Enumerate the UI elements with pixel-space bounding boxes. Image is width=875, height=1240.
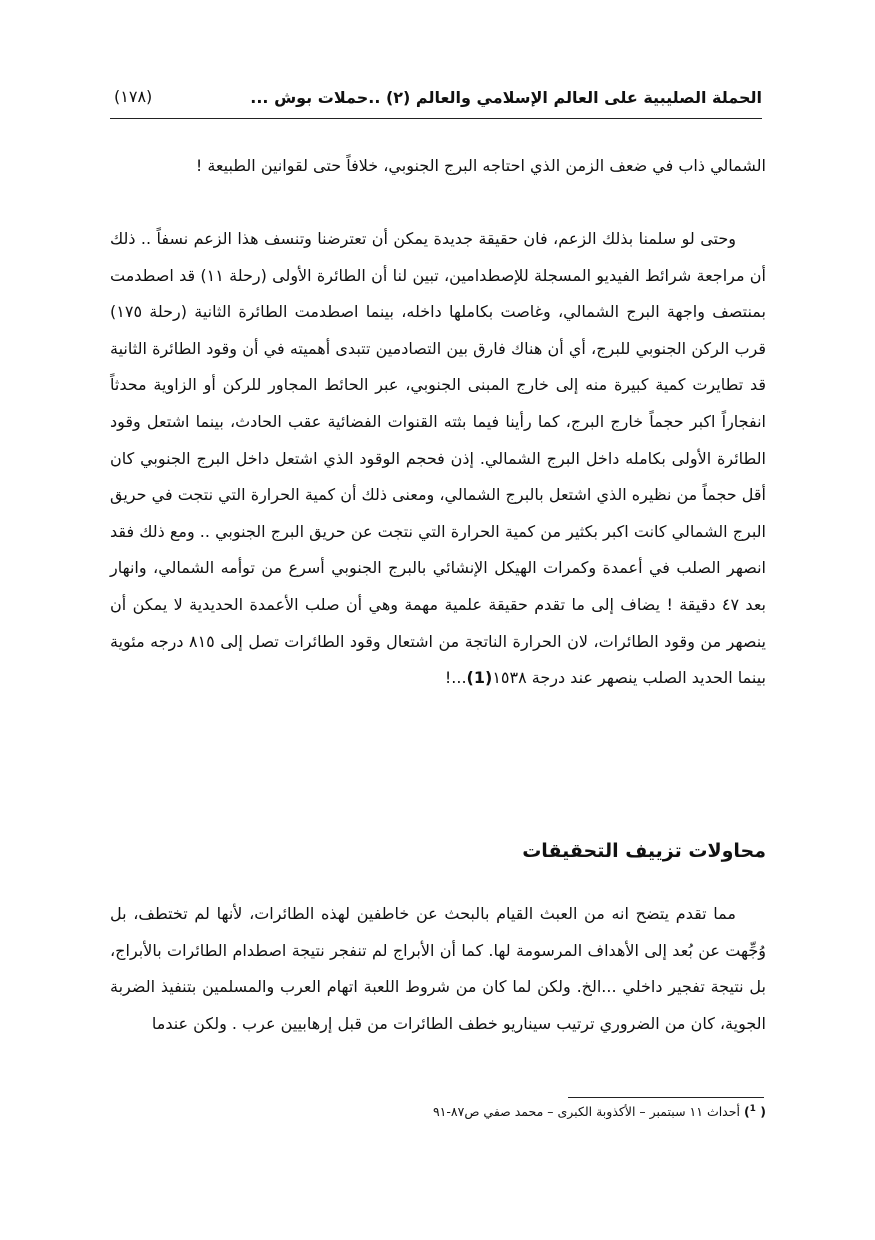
paragraph-evidence (110, 221, 766, 697)
footnote (300, 1104, 766, 1119)
footnote-separator (568, 1097, 764, 1098)
paragraph-continued (110, 148, 766, 185)
running-header (110, 84, 762, 119)
page-number: (١٧٨) (114, 87, 153, 106)
footnote-marker: ( $^1$) (743, 1104, 766, 1120)
section-heading: محاولات تزييف التحقيقات (522, 840, 766, 862)
paragraph-text (110, 221, 766, 697)
footnote-reference[interactable]: (1) (466, 668, 493, 688)
running-header-title: الحملة الصليبية على العالم الإسلامي والعالم (٢) ..حملات بوش ... (250, 88, 762, 107)
footnote-text: أحداث ١١ سبتمبر – الأكذوبة الكبرى – محمد صفي ص٨٧-٩١ (432, 1104, 740, 1120)
paragraph-text: مما تقدم يتضح انه من العبث القيام بالبحث عن خاطفين لهذه الطائرات، لأنها لم تختطف، بل وُجِّهت عن بُعد إلى الأهداف المرسومة لها. كما أن الأبراج لم تنفجر نتيجة اصطدام الطائرات بالأبراج، بل نتيجة تفجير داخلي ...الخ. ولكن لما كان من شروط اللعبة اتهام العرب والمسلمين بتنفيذ الضربة الجوية، كان من الضروري ترتيب سيناريو خطف الطائرات من قبل إرهابيين عرب . ولكن عندما (110, 904, 766, 1033)
paragraph-body: وحتى لو سلمنا بذلك الزعم، فان حقيقة جديدة يمكن أن تعترضنا وتنسف هذا الزعم نسفاً .. ذلك أن مراجعة شرائط الفيديو المسجلة للإصطدامين، تبين لنا أن الطائرة الأولى (رحلة ١١) قد اصطدمت بمنتصف واجهة البرج الشمالي، وغاصت بكاملها داخله، بينما اصطدمت الطائرة الثانية (رحلة ١٧٥) قرب الركن الجنوبي للبرج، أي أن هناك فارق بين التصادمين تتبدى أهميته في أن وقود الطائرة الثانية قد تطايرت كمية كبيرة منه إلى خارج المبنى الجنوبي، عبر الحائط المجاور للركن أو الزاوية محدثاً انفجاراً اكبر حجماً خارج البرج، كما رأينا فيما بثته القنوات الفضائية عقب الحادث، بينما اشتعل وقود الطائرة الأولى بكامله داخل البرج الشمالي. إذن فحجم الوقود الذي اشتعل داخل البرج الجنوبي كان أقل حجماً من نظيره الذي اشتعل بالبرج الشمالي، ومعنى ذلك أن كمية الحرارة التي نتجت في حريق البرج الشمالي كانت اكبر بكثير من كمية الحرارة التي نتجت عن حريق البرج الجنوبي .. ومع ذلك فقد انصهر الصلب في أعمدة وكمرات الهيكل الإنشائي بالبرج الجنوبي أسرع من توأمه الشمالي، وانهار بعد ٤٧ دقيقة ! يضاف إلى ما تقدم حقيقة علمية مهمة وهي أن صلب الأعمدة الحديدية لا يمكن أن ينصهر من وقود الطائرات، لان الحرارة الناتجة من اشتعال وقود الطائرات تصل إلى ٨١٥ درجه مئوية بينما الحديد الصلب ينصهر عند درجة ١٥٣٨ (110, 229, 767, 688)
paragraph-hijack (110, 896, 766, 1042)
paragraph-text: الشمالي ذاب في ضعف الزمن الذي احتاجه البرج الجنوبي، خلافاً حتى لقوانين الطبيعة ! (195, 156, 766, 175)
footnote-number: 1 (749, 1104, 756, 1114)
paragraph-ending: ...! (444, 668, 467, 688)
